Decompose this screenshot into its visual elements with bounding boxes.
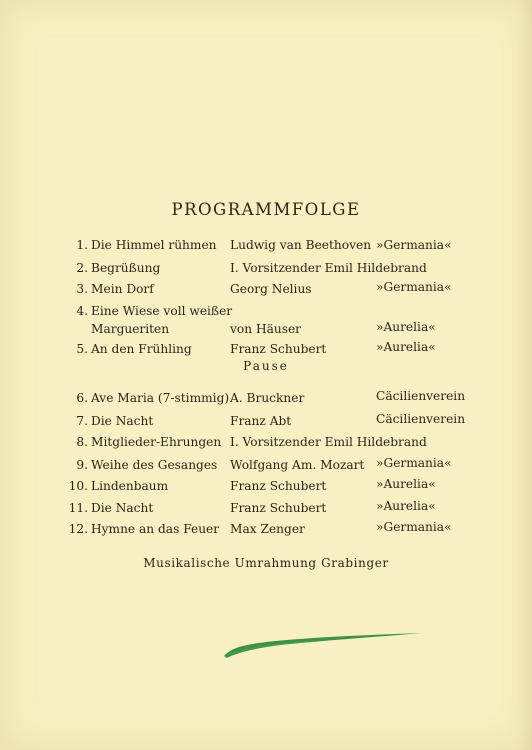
entry-number: 4. [76, 304, 88, 318]
entry-number: 5. [76, 342, 88, 356]
piece-title: Die Nacht [91, 414, 154, 428]
performer: »Germania« [376, 238, 452, 252]
entry-number: 10. [68, 479, 88, 493]
composer: Franz Abt [230, 414, 292, 428]
composer: I. Vorsitzender Emil Hildebrand [230, 261, 427, 275]
entry-number: 1. [76, 238, 88, 252]
entry-number: 2. [76, 261, 88, 275]
piece-title: Lindenbaum [91, 479, 169, 493]
piece-title: Weihe des Gesanges [91, 458, 218, 472]
entry-number: 3. [76, 282, 88, 296]
performer: Cäcilienverein [376, 389, 466, 403]
entry-number: 11. [68, 501, 88, 515]
entry-number: 8. [76, 435, 88, 449]
composer: von Häuser [230, 322, 301, 336]
green-pen-stroke-icon [218, 625, 428, 665]
piece-title: Mein Dorf [91, 282, 154, 296]
composer: Franz Schubert [230, 501, 327, 515]
composer: I. Vorsitzender Emil Hildebrand [230, 435, 427, 449]
piece-title: An den Frühling [91, 342, 192, 356]
piece-title: Ave Maria (7-stimmig) [91, 391, 230, 405]
performer: »Aurelia« [376, 340, 436, 354]
piece-title: Begrüßung [91, 261, 161, 275]
composer: Georg Nelius [230, 282, 312, 296]
intermission-label: Pause [243, 359, 289, 373]
composer: Ludwig van Beethoven [230, 238, 372, 252]
composer: Wolfgang Am. Mozart [230, 458, 365, 472]
performer: »Aurelia« [376, 499, 436, 513]
program-entry [0, 302, 532, 338]
musical-accompaniment-note: Musikalische Umrahmung Grabinger [143, 556, 389, 570]
composer: Franz Schubert [230, 342, 327, 356]
entry-number: 12. [68, 522, 88, 536]
piece-title: Hymne an das Feuer [91, 522, 220, 536]
entry-number: 7. [76, 414, 88, 428]
piece-title: Die Himmel rühmen [91, 238, 217, 252]
entry-number: 9. [76, 458, 88, 472]
performer: »Germania« [376, 280, 452, 294]
piece-title: Mitglieder-Ehrungen [91, 435, 222, 449]
composer: A. Bruckner [230, 391, 305, 405]
performer: Cäcilienverein [376, 412, 466, 426]
piece-title-continued: Margueriten [91, 322, 170, 336]
page-title: PROGRAMMFOLGE [171, 200, 361, 219]
piece-title: Die Nacht [91, 501, 154, 515]
entry-number: 6. [76, 391, 88, 405]
composer: Franz Schubert [230, 479, 327, 493]
performer: »Aurelia« [376, 320, 436, 334]
piece-title: Eine Wiese voll weißer [91, 304, 233, 318]
composer: Max Zenger [230, 522, 305, 536]
performer: »Germania« [376, 456, 452, 470]
performer: »Aurelia« [376, 477, 436, 491]
performer: »Germania« [376, 520, 452, 534]
